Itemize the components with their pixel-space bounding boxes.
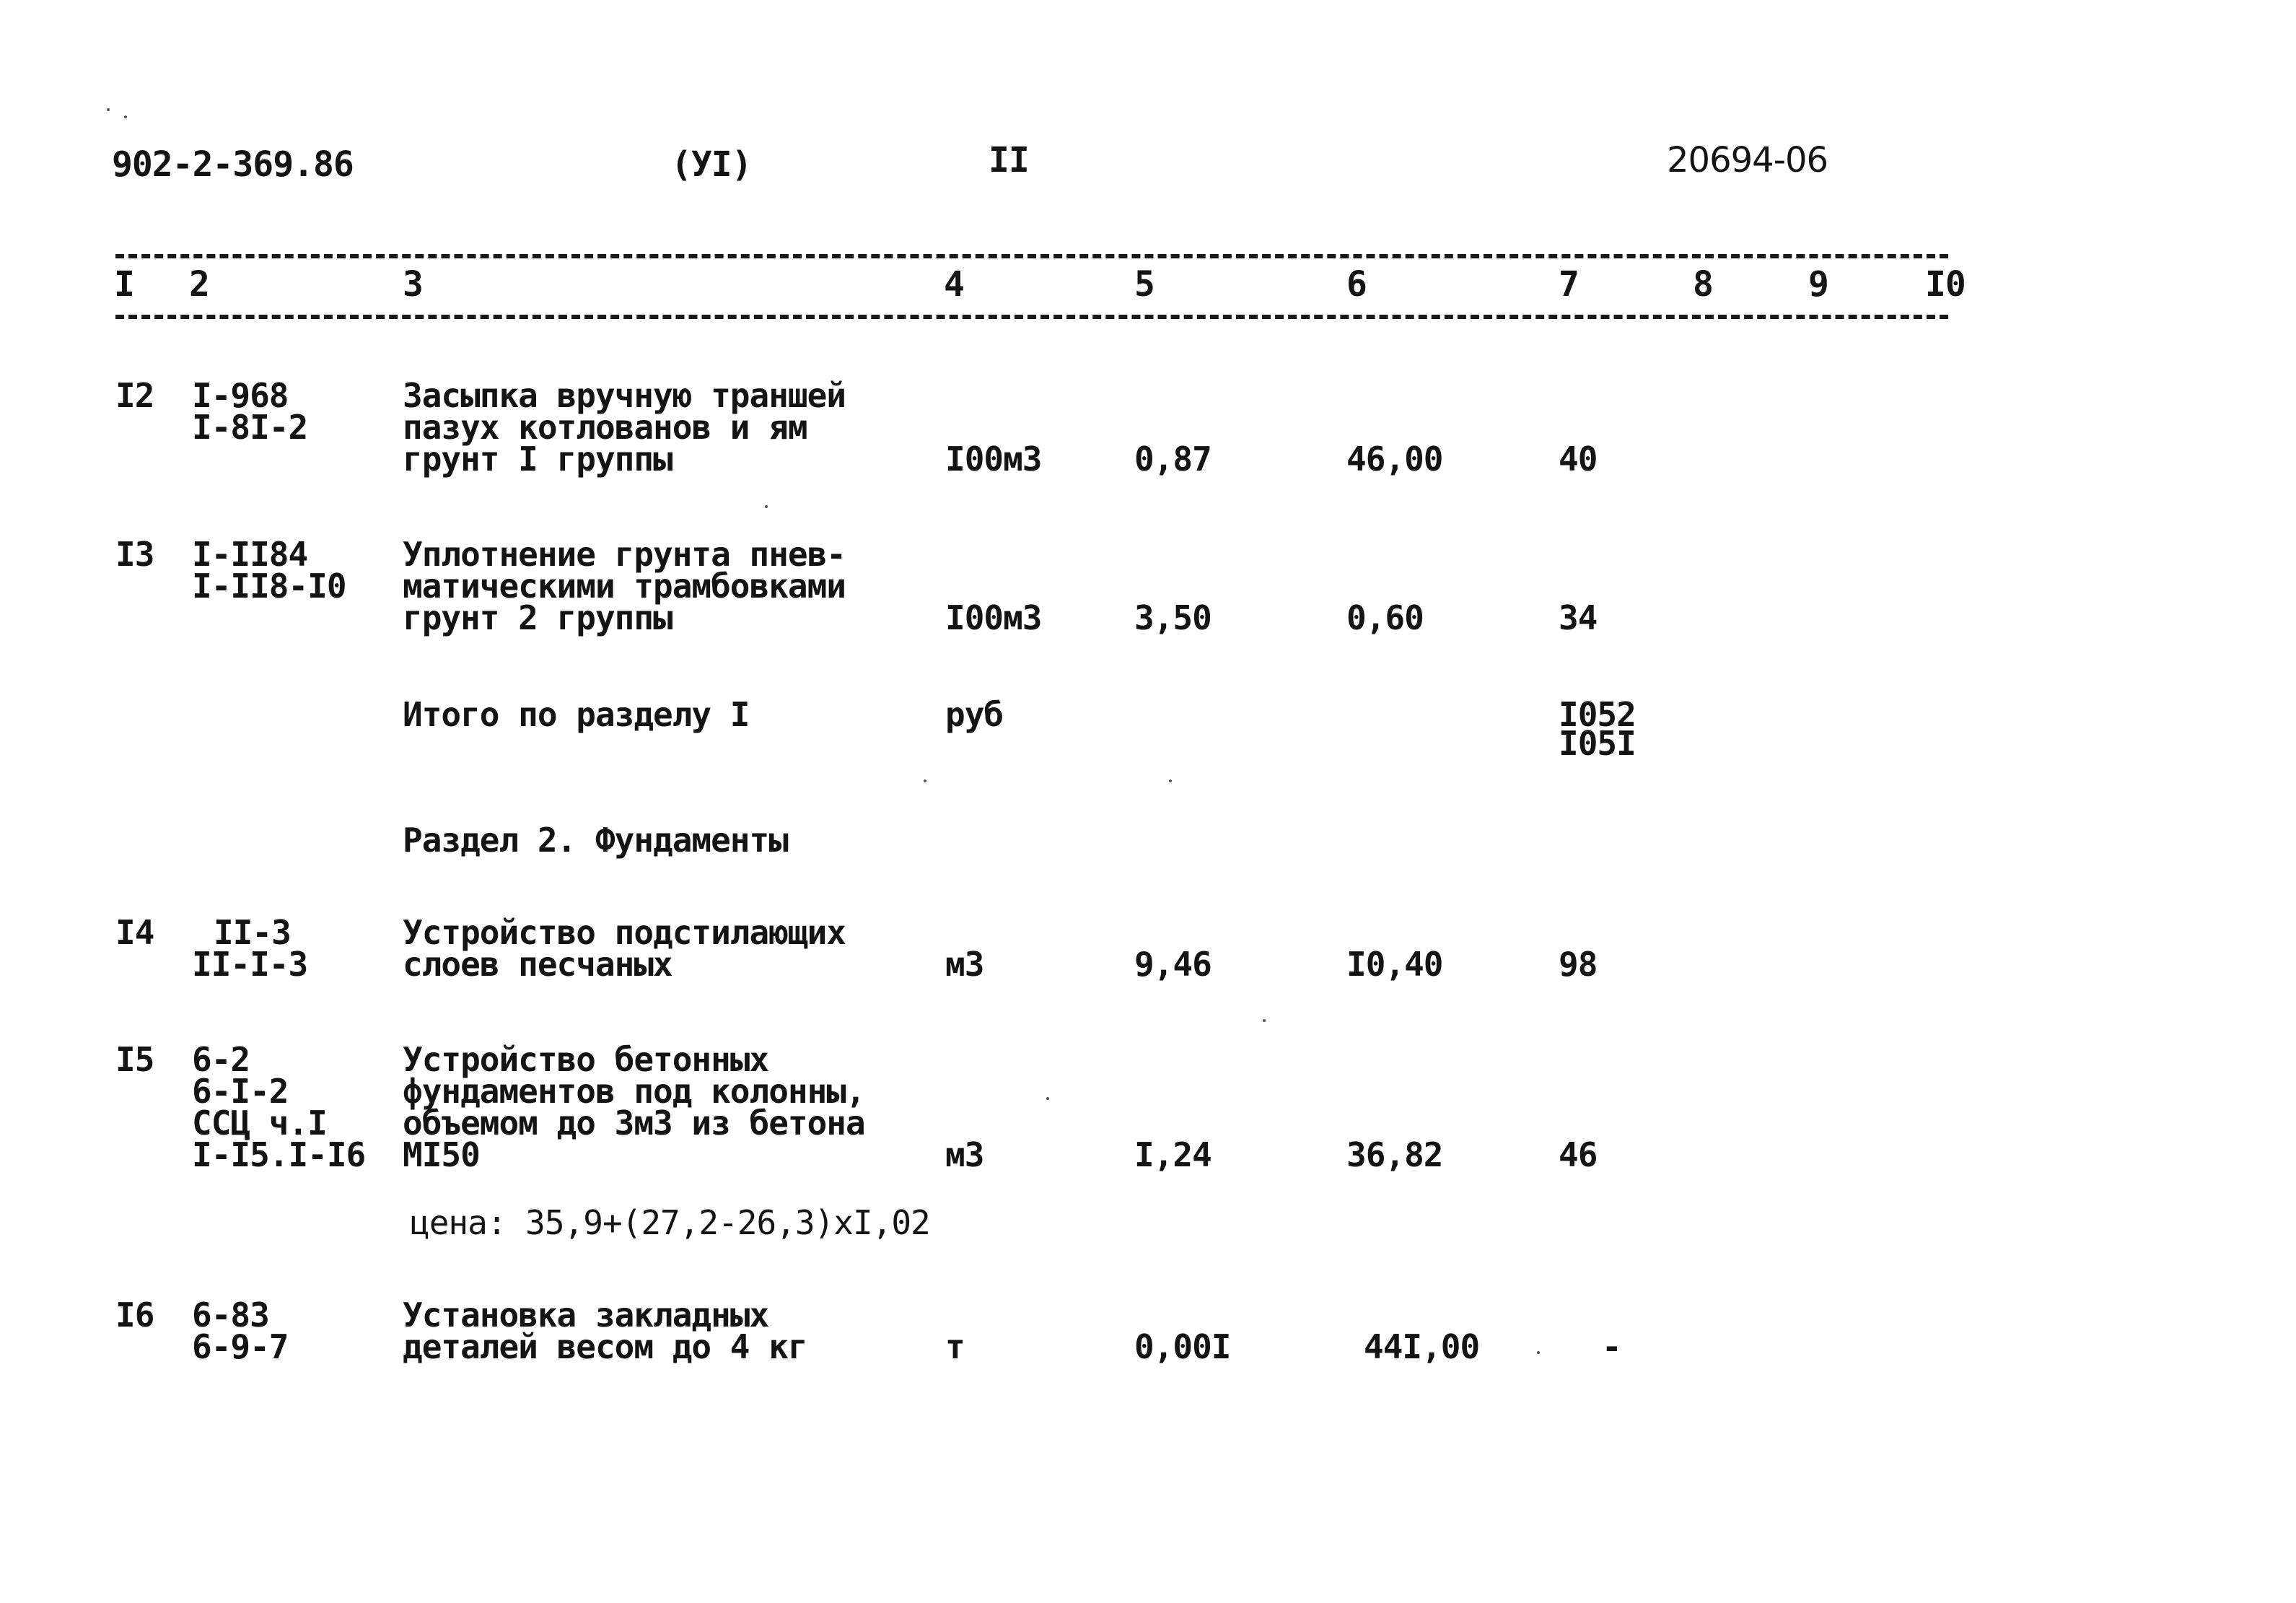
code-line: I-8I-2 xyxy=(192,408,308,447)
code-line: ССЦ ч.I xyxy=(192,1104,327,1143)
page-number: II xyxy=(989,140,1029,180)
description-line: слоев песчаных xyxy=(403,945,672,984)
total-cell: 98 xyxy=(1559,945,1598,984)
scan-speck xyxy=(924,779,926,782)
total-cell: 46 xyxy=(1559,1135,1598,1174)
row-number: I3 xyxy=(115,535,154,574)
quantity-cell: 0,00I xyxy=(1134,1327,1231,1366)
archive-number: 20694-06 xyxy=(1667,140,1828,180)
column-header-5: 5 xyxy=(1134,264,1154,305)
scan-speck xyxy=(124,115,127,118)
description-line: фундаментов под колонны, xyxy=(403,1072,865,1111)
code-line: I-II8-I0 xyxy=(192,567,346,606)
header-rule-bottom xyxy=(115,315,1948,319)
code-line: 6-2 xyxy=(192,1040,250,1079)
scan-speck xyxy=(1263,1019,1266,1022)
code-line: I-968 xyxy=(192,376,289,415)
column-header-6: 6 xyxy=(1346,264,1367,305)
scan-speck xyxy=(1169,779,1172,782)
column-header-2: 2 xyxy=(189,264,209,305)
description-line: Установка закладных xyxy=(403,1296,769,1335)
part-number: (УI) xyxy=(671,144,752,185)
column-header-9: 9 xyxy=(1808,264,1828,305)
row-number: I5 xyxy=(115,1040,154,1079)
total-cell: 34 xyxy=(1559,598,1598,637)
document-code: 902-2-369.86 xyxy=(112,144,354,185)
scan-speck xyxy=(765,505,768,508)
description-line: Уплотнение грунта пнев- xyxy=(403,535,846,574)
description-line: объемом до 3м3 из бетона xyxy=(403,1104,865,1143)
quantity-cell: 9,46 xyxy=(1134,945,1211,984)
column-header-1: I xyxy=(114,264,134,305)
column-header-4: 4 xyxy=(944,264,964,305)
quantity-cell: I,24 xyxy=(1134,1135,1211,1174)
row-number: I2 xyxy=(115,376,154,415)
column-header-7: 7 xyxy=(1559,264,1579,305)
unit-cell: м3 xyxy=(945,1135,984,1174)
code-line: 6-I-2 xyxy=(192,1072,289,1111)
subtotal-value: I052 xyxy=(1559,695,1636,734)
code-line: II-I-3 xyxy=(192,945,308,984)
description-line: грунт I группы xyxy=(403,440,672,479)
description-line: пазух котлованов и ям xyxy=(403,408,807,447)
description-line: Устройство подстилающих xyxy=(403,913,846,952)
column-header-8: 8 xyxy=(1693,264,1713,305)
subtotal-label: Итого по разделу I xyxy=(403,695,750,734)
price-cell: I0,40 xyxy=(1346,945,1443,984)
scan-speck xyxy=(107,108,110,111)
description-line: матическими трамбовками xyxy=(403,567,846,606)
subtotal-value: I05I xyxy=(1559,724,1636,763)
code-line: 6-83 xyxy=(192,1296,269,1335)
price-cell: 46,00 xyxy=(1346,440,1443,479)
quantity-cell: 3,50 xyxy=(1134,598,1211,637)
price-cell: 44I,00 xyxy=(1364,1327,1480,1366)
code-line: 6-9-7 xyxy=(192,1327,289,1366)
code-line: I-II84 xyxy=(192,535,308,574)
description-line: деталей весом до 4 кг xyxy=(403,1327,807,1366)
description-line: грунт 2 группы xyxy=(403,598,672,637)
header-rule-top xyxy=(115,254,1948,258)
price-cell: 0,60 xyxy=(1346,598,1424,637)
code-line: I-I5.I-I6 xyxy=(192,1135,366,1174)
scan-speck xyxy=(1046,1097,1049,1100)
column-header-3: 3 xyxy=(403,264,423,305)
description-line: Засыпка вручную траншей xyxy=(403,376,846,415)
unit-cell: т xyxy=(945,1327,965,1366)
row-number: I4 xyxy=(115,913,154,952)
quantity-cell: 0,87 xyxy=(1134,440,1211,479)
total-cell: 40 xyxy=(1559,440,1598,479)
price-note: цена: 35,9+(27,2-26,3)хI,02 xyxy=(410,1203,930,1242)
scan-speck xyxy=(1537,1351,1540,1354)
row-number: I6 xyxy=(115,1296,154,1335)
section-title: Раздел 2. Фундаменты xyxy=(403,821,788,860)
code-line: II-3 xyxy=(214,913,291,952)
column-header-10: I0 xyxy=(1925,264,1966,305)
total-cell: - xyxy=(1602,1327,1621,1366)
unit-cell: I00м3 xyxy=(945,440,1042,479)
description-line: Устройство бетонных xyxy=(403,1040,769,1079)
subtotal-unit: руб xyxy=(945,695,1004,734)
unit-cell: I00м3 xyxy=(945,598,1042,637)
price-cell: 36,82 xyxy=(1346,1135,1443,1174)
unit-cell: м3 xyxy=(945,945,984,984)
description-line: МI50 xyxy=(403,1135,480,1174)
